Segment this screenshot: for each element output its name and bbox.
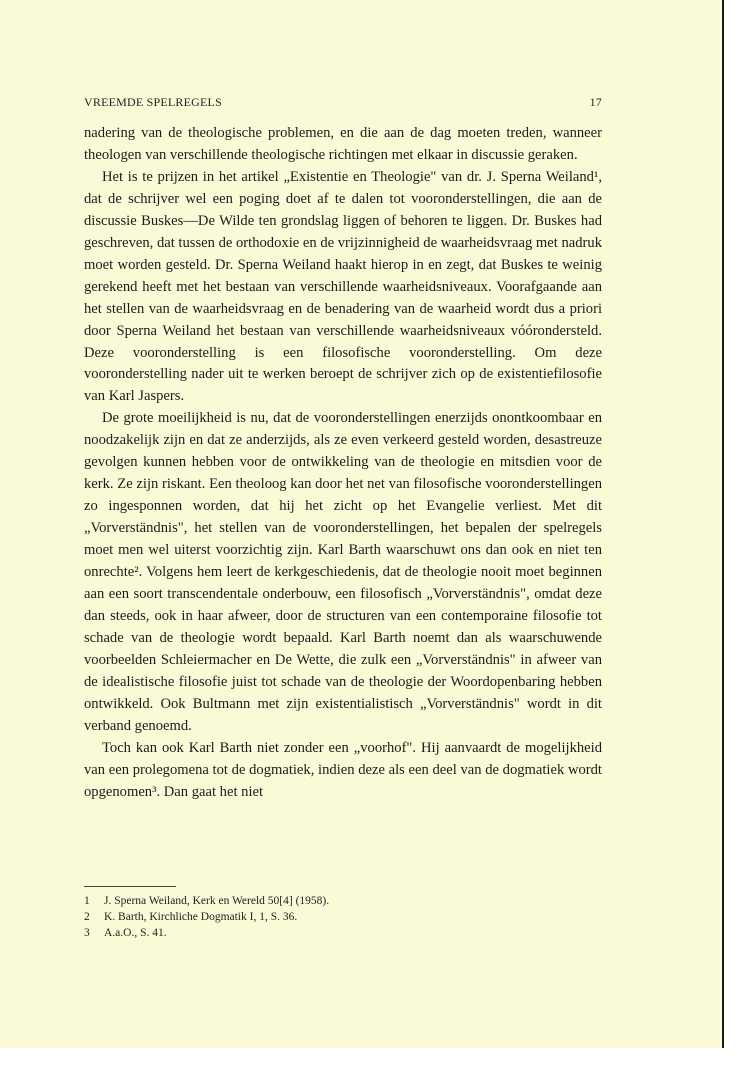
paragraph: Toch kan ook Karl Barth niet zonder een „voorhof". Hij aanvaardt de mogelijkheid van een prolegomena tot de dogmatiek, indien deze als een deel van de dogmatiek wordt opgenomen³. Dan gaat het niet [84, 739, 602, 800]
scan-margin [0, 1048, 738, 1068]
footnote-number: 1 [84, 895, 90, 907]
paragraph: Het is te prijzen in het artikel „Existentie en Theologie" van dr. J. Sperna Weiland¹, dat de schrijver wel een poging doet af te dalen tot vooronderstellingen, die aan de discussie Buskes—De Wilde ten grondslag liggen of behoren te liggen. Dr. Buskes had geschreven, dat tussen de orthodoxie en de vrijzinnigheid de waarheidsvraag met nadruk moet worden gesteld. Dr. Sperna Weiland haakt hierop in en zegt, dat Buskes te weinig gerekend heeft met het bestaan van verschillende waarheidsniveaux. Voorafgaande aan het stellen van de waarheidsvraag en de benadering van de waarheid wordt dus a priori door Sperna Weiland het bestaan van verschillende waarheidsniveaux vóórondersteld. Deze vooronderstelling is een filosofische vooronderstelling. Om deze vooronderstelling nader uit te werken beroept de schrijver zich op de existentiefilosofie van Karl Jaspers. [84, 168, 602, 405]
body-text [84, 123, 602, 804]
footnotes [84, 893, 602, 941]
footnote [84, 893, 602, 909]
footnote-divider [84, 886, 176, 887]
paragraph: De grote moeilijkheid is nu, dat de vooronderstellingen enerzijds onontkoombaar en noodzakelijk zijn en dat ze anderzijds, als ze even verkeerd gesteld worden, desastreuze gevolgen kunnen hebben voor de ontwikkeling van de theologie en mitsdien voor de kerk. Ze zijn riskant. Een theoloog kan door het net van filosofische vooronderstellingen zo ingesponnen worden, dat hij het zicht op het Evangelie verliest. Met dit „Vorverständnis", het stellen van de vooronderstellingen, het bepalen der spelregels moet men wel uiterst voorzichtig zijn. Karl Barth waarschuwt ons dan ook en niet ten onrechte². Volgens hem leert de kerkgeschiedenis, dat de theologie nooit moet beginnen aan een soort transcendentale onderbouw, een filosofisch „Vorverständnis", omdat deze dan steeds, ook in haar afweer, door de structuren van een contemporaine filosofie tot schade van de theologie wordt bepaald. Karl Barth noemt dan als waarschuwende voorbeelden Schleiermacher en De Wette, die zulk een „Vorverständnis" in afweer van de idealistische filosofie juist tot schade van de theologie der Woordopenbaring hebben ontwikkeld. Ook Bultmann met zijn existentialistisch „Vorverständnis" wordt in dit verband genoemd. [84, 410, 602, 734]
footnote-text: K. Barth, Kirchliche Dogmatik I, 1, S. 36. [104, 911, 298, 923]
footnote-number: 3 [84, 927, 90, 939]
footnote [84, 925, 602, 941]
page-number: 17 [589, 95, 602, 109]
footnote-text: J. Sperna Weiland, Kerk en Wereld 50[4] (1958). [104, 895, 330, 907]
footnote-number: 2 [84, 911, 90, 923]
scan-edge [722, 0, 724, 1068]
running-head: VREEMDE SPELREGELS [84, 95, 222, 109]
footnote-text: A.a.O., S. 41. [104, 927, 167, 939]
paragraph: nadering van de theologische problemen, en die aan de dag moeten treden, wanneer theologen van verschillende theologische richtingen met elkaar in discussie geraken. [84, 125, 602, 163]
footnote [84, 909, 602, 925]
